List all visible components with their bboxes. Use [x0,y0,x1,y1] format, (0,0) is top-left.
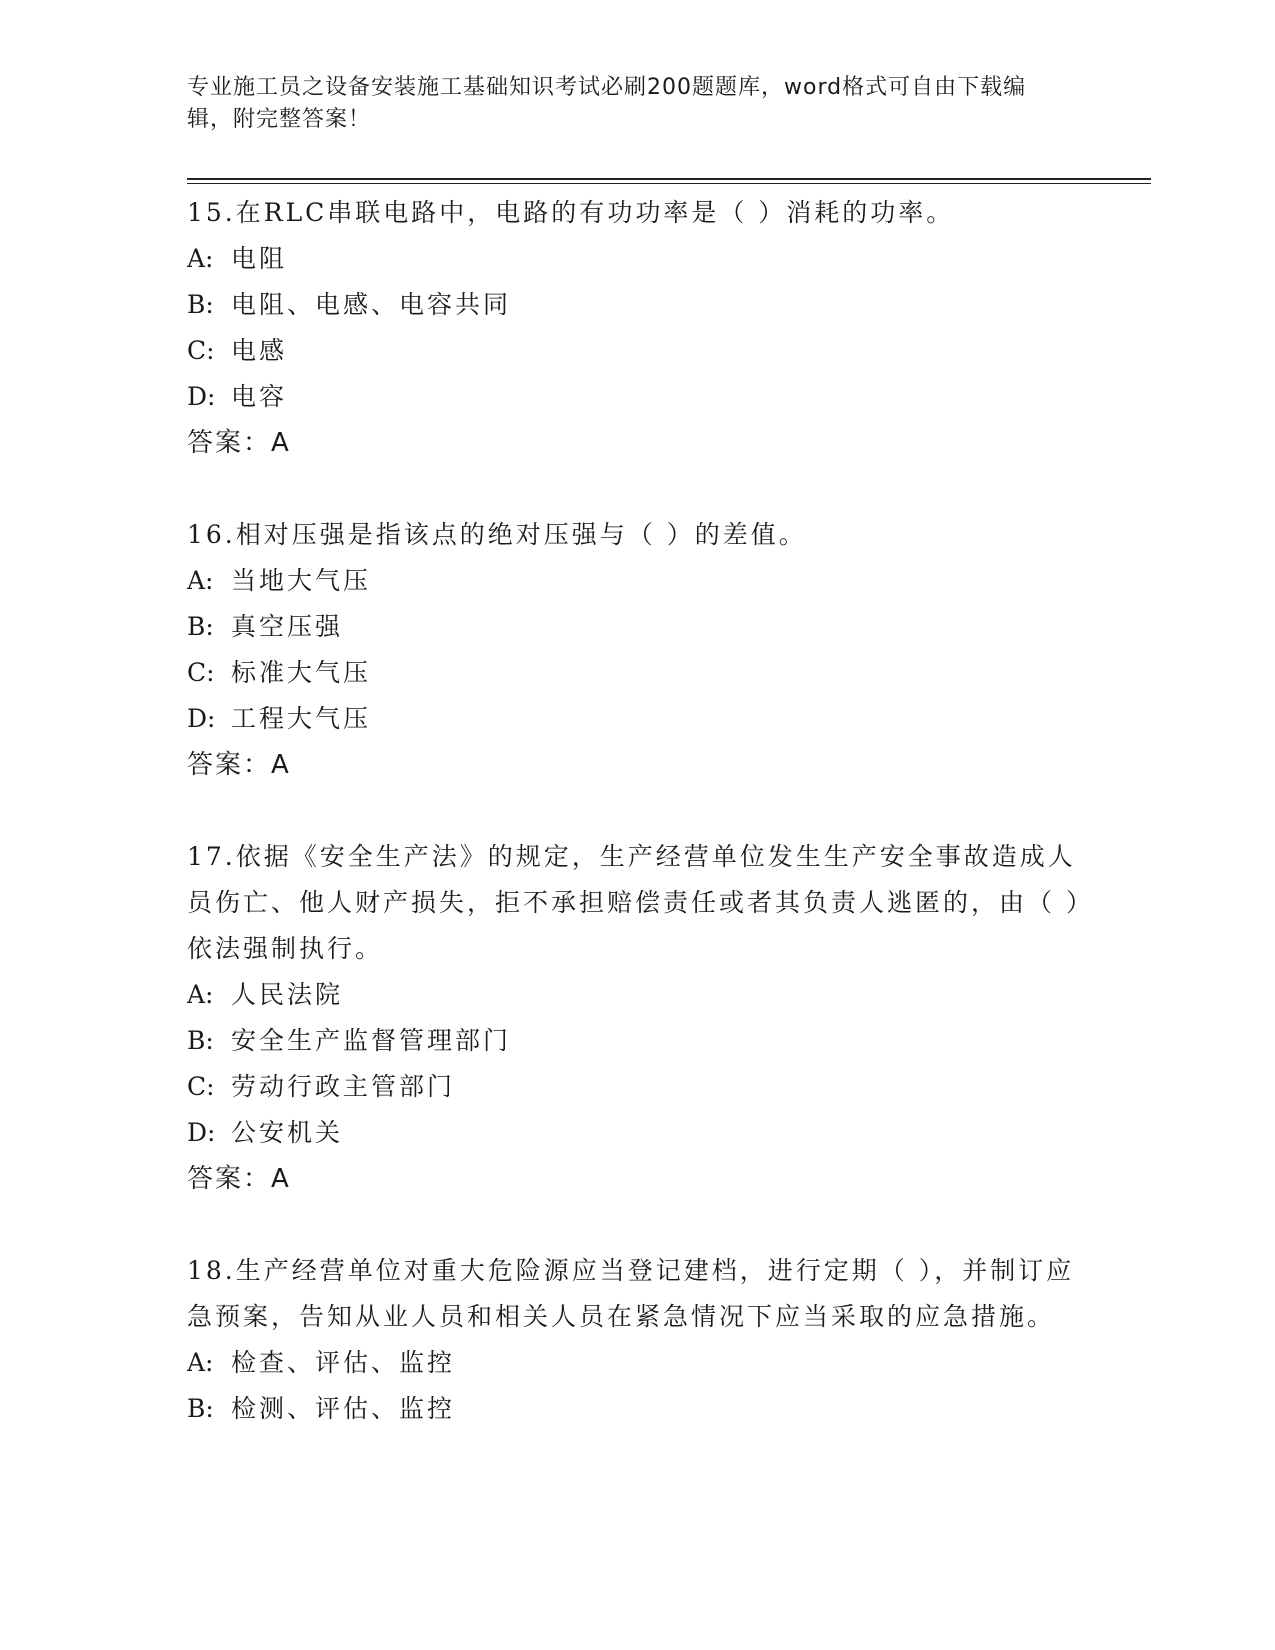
question-15 [187,190,1087,466]
option-letter: C: [187,336,215,365]
option-a [187,972,1087,1018]
option-text: 电阻 [231,244,288,273]
option-letter: B: [187,290,214,319]
option-letter: D: [187,382,216,411]
option-letter: A: [187,244,214,273]
question-18 [187,1248,1087,1432]
option-letter: A: [187,980,214,1009]
question-list [187,190,1087,1478]
option-text: 安全生产监督管理部门 [231,1026,512,1055]
option-c [187,328,1087,374]
option-letter: B: [187,1026,214,1055]
option-a [187,236,1087,282]
option-letter: A: [187,566,214,595]
option-a [187,1340,1087,1386]
question-stem: 18.生产经营单位对重大危险源应当登记建档，进行定期（ ），并制订应急预案，告知从业人员和相关人员在紧急情况下应当采取的应急措施。 [187,1256,1075,1331]
option-text: 电感 [231,336,288,365]
option-letter: D: [187,704,216,733]
question-17 [187,834,1087,1202]
option-text: 公安机关 [231,1118,344,1147]
header-divider-thin [187,183,1151,184]
option-d [187,696,1087,742]
answer-line: 答案：A [187,750,291,780]
option-text: 工程大气压 [231,704,372,733]
option-letter: D: [187,1118,216,1147]
option-b [187,1386,1087,1432]
answer-line: 答案：A [187,428,291,458]
question-stem: 17.依据《安全生产法》的规定，生产经营单位发生生产安全事故造成人员伤亡、他人财产损失，拒不承担赔偿责任或者其负责人逃匿的，由（ ）依法强制执行。 [187,842,1082,963]
question-stem: 16.相对压强是指该点的绝对压强与（ ）的差值。 [187,520,807,549]
option-text: 检查、评估、监控 [231,1348,456,1377]
option-b [187,1018,1087,1064]
option-text: 电阻、电感、电容共同 [231,290,512,319]
option-text: 劳动行政主管部门 [231,1072,456,1101]
option-text: 真空压强 [231,612,344,641]
option-a [187,558,1087,604]
option-c [187,1064,1087,1110]
option-text: 检测、评估、监控 [231,1394,456,1423]
option-letter: B: [187,1394,214,1423]
option-text: 当地大气压 [231,566,372,595]
option-d [187,374,1087,420]
option-letter: B: [187,612,214,641]
option-c [187,650,1087,696]
option-letter: A: [187,1348,214,1377]
answer-line: 答案：A [187,1164,291,1194]
option-text: 人民法院 [231,980,344,1009]
question-16 [187,512,1087,788]
option-letter: C: [187,658,215,687]
option-d [187,1110,1087,1156]
option-text: 标准大气压 [231,658,372,687]
option-b [187,282,1087,328]
option-letter: C: [187,1072,215,1101]
question-stem: 15.在RLC串联电路中，电路的有功功率是（ ）消耗的功率。 [187,198,955,227]
header-divider [187,178,1151,180]
document-header: 专业施工员之设备安装施工基础知识考试必刷200题题库，word格式可自由下载编辑，附完整答案！ [187,75,1027,132]
option-b [187,604,1087,650]
option-text: 电容 [231,382,288,411]
